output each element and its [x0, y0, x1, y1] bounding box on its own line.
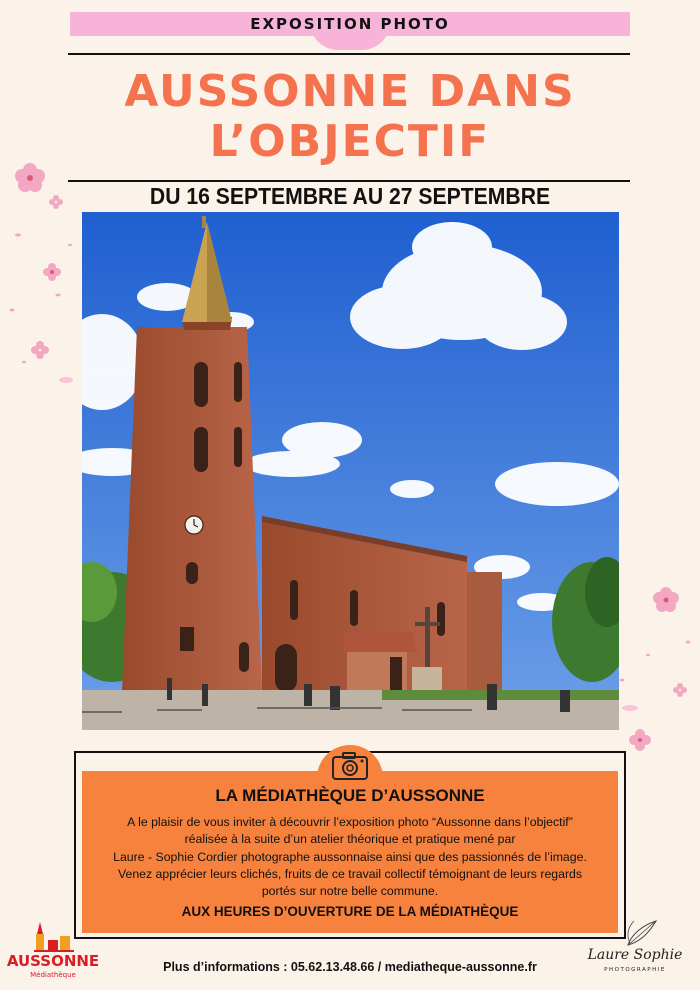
exposition-label: EXPOSITION PHOTO: [250, 15, 450, 33]
mediatheque-title: LA MÉDIATHÈQUE D’AUSSONNE: [215, 786, 485, 805]
camera-icon: [331, 750, 369, 782]
invitation-line: Venez apprécier leurs clichés, fruits de ce travail collectif témoignant de leurs regards: [117, 866, 583, 881]
signature-name: Laure Sophie: [587, 947, 683, 963]
invitation-line: Laure - Sophie Cordier photographe aussonnaise ainsi que des passionnés de l’image.: [113, 849, 587, 864]
church-photo: [82, 212, 619, 730]
logo-subtitle: Médiathèque: [30, 971, 76, 979]
invitation-line: A le plaisir de vous inviter à découvrir l’exposition photo “Aussonne dans l’objectif”: [127, 815, 573, 829]
title-line-1: AUSSONNE DANS: [124, 66, 576, 117]
exhibition-dates: DU 16 SEPTEMBRE AU 27 SEPTEMBRE: [149, 183, 551, 209]
title-line-2: L’OBJECTIF: [209, 116, 491, 167]
invitation-text: [92, 814, 608, 900]
invitation-line: portés sur notre belle commune.: [261, 884, 439, 899]
signature-subtitle: PHOTOGRAPHIE: [604, 967, 666, 973]
invitation-line: réalisée à la suite d’un atelier théorique et pratique mené par: [184, 832, 516, 847]
cherry-blossom-decoration-right: [610, 580, 700, 760]
opening-hours-note: AUX HEURES D’OUVERTURE DE LA MÉDIATHÈQUE: [181, 904, 519, 919]
logo-name: AUSSONNE: [6, 952, 100, 970]
top-divider: [68, 53, 630, 55]
title-divider: [68, 180, 630, 182]
contact-info: Plus d’informations : 05.62.13.48.66 / mediatheque-aussonne.fr: [163, 960, 537, 974]
